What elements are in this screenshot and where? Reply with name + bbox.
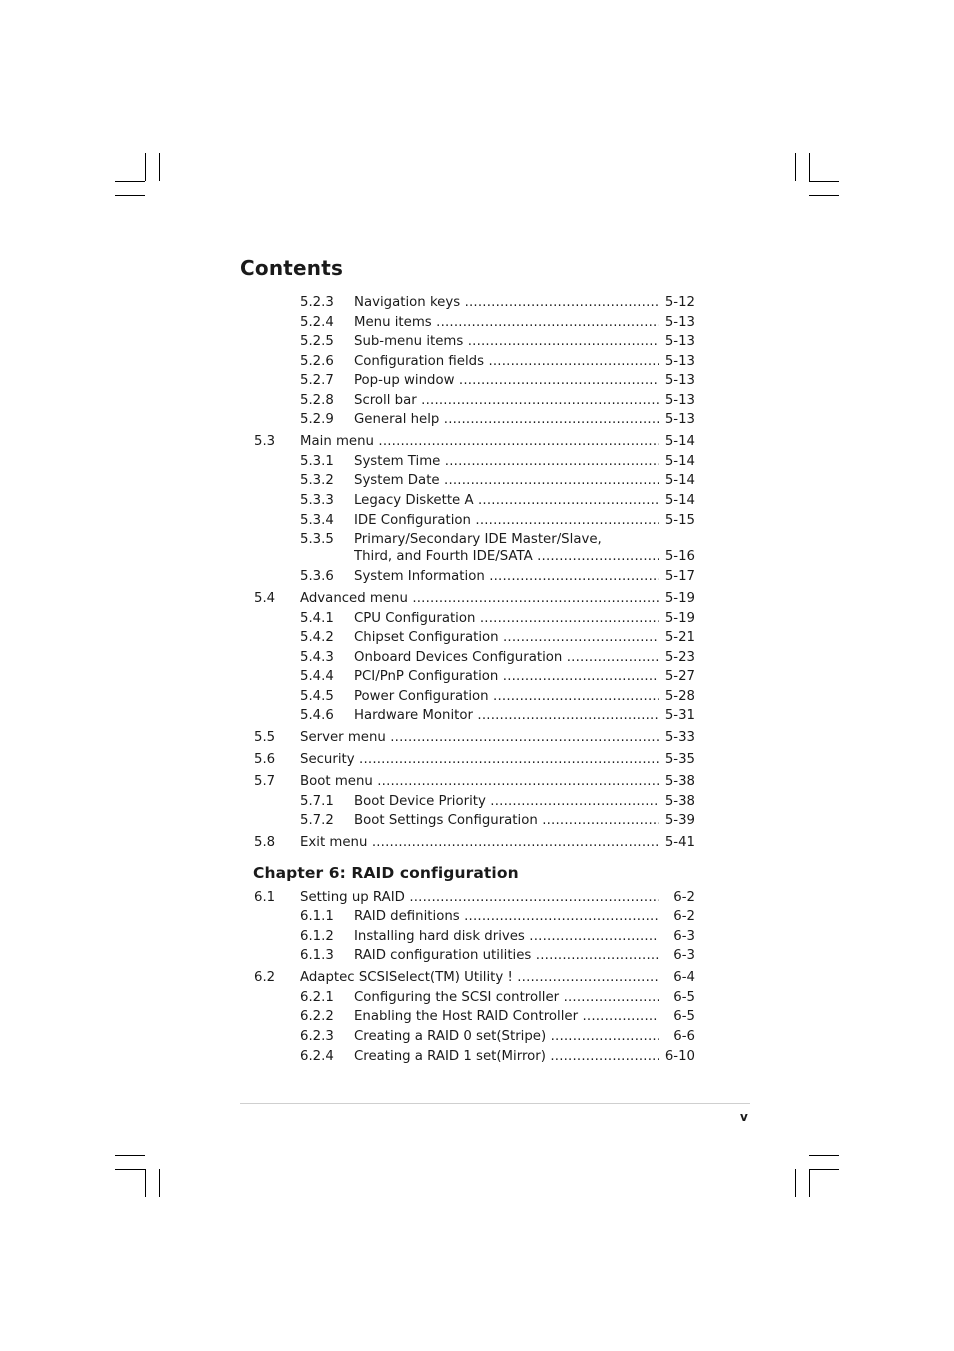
toc-entry-page: 5-14 [664, 434, 695, 449]
toc-entry-number: 5.4.4 [300, 669, 334, 684]
toc-entry-label: Creating a RAID 1 set(Mirror) ..... [354, 1048, 659, 1066]
toc-entry-page: 5-13 [664, 334, 695, 349]
toc-entry[interactable] [254, 590, 695, 608]
page-number: v [740, 1110, 748, 1124]
toc-entry-number: 5.4.1 [300, 611, 334, 626]
toc-entry-number: 6.1 [254, 890, 276, 905]
toc-entry-number: 5.3.5 [300, 532, 334, 547]
toc-entry-label: Adaptec SCSISelect(TM) Utility ! ..... [300, 969, 659, 987]
crop-mark [159, 1169, 160, 1197]
toc-entry[interactable] [300, 947, 695, 965]
toc-entry-page: 5-19 [664, 611, 695, 626]
toc-entry-number: 5.2.6 [300, 354, 334, 369]
toc-entry-page: 5-14 [664, 454, 695, 469]
toc-entry[interactable] [300, 793, 695, 811]
toc-entry-label: Third, and Fourth IDE/SATA ..... [354, 548, 659, 566]
toc-entry-label: Creating a RAID 0 set(Stripe) ..... [354, 1028, 659, 1046]
toc-entry-label: Pop-up window ..... [354, 372, 659, 390]
toc-entry-label: Scroll bar ..... [354, 392, 659, 410]
toc-entry-page: 6-3 [673, 929, 695, 944]
toc-entry-label: IDE Configuration ..... [354, 512, 659, 530]
toc-entry-number: 5.3.2 [300, 473, 334, 488]
toc-entry-page: 5-17 [664, 569, 695, 584]
toc-entry-page: 6-4 [673, 970, 695, 985]
toc-entry-label: Setting up RAID ..... [300, 889, 659, 907]
toc-entry[interactable] [300, 492, 695, 510]
toc-entry-page: 6-2 [673, 909, 695, 924]
toc-entry-label: Exit menu ..... [300, 834, 659, 852]
toc-entry-page: 5-13 [664, 315, 695, 330]
toc-entry[interactable] [300, 512, 695, 530]
toc-entry-number: 6.2.1 [300, 990, 334, 1005]
toc-entry[interactable] [300, 472, 695, 490]
toc-entry[interactable] [300, 314, 695, 332]
toc-entry[interactable] [254, 773, 695, 791]
toc-entry-page: 5-13 [664, 412, 695, 427]
toc-entry-number: 5.2.3 [300, 295, 334, 310]
crop-mark [115, 195, 145, 196]
crop-mark [809, 153, 810, 181]
crop-mark [115, 1169, 145, 1170]
toc-entry-label: Configuring the SCSI controller ..... [354, 989, 659, 1007]
toc-entry-page: 6-5 [673, 1009, 695, 1024]
crop-mark [795, 1169, 796, 1197]
toc-entry-page: 5-27 [664, 669, 695, 684]
toc-entry-page: 5-31 [664, 708, 695, 723]
toc-entry-label: System Information ..... [354, 568, 659, 586]
toc-entry[interactable] [254, 729, 695, 747]
toc-entry-page: 5-21 [664, 630, 695, 645]
toc-entry[interactable] [300, 294, 695, 312]
toc-entry-page: 6-10 [664, 1049, 695, 1064]
toc-entry-page: 5-33 [664, 730, 695, 745]
crop-mark [145, 1169, 146, 1197]
crop-mark [809, 181, 839, 182]
toc-entry-page: 5-14 [664, 473, 695, 488]
toc-entry-page: 5-38 [664, 774, 695, 789]
toc-entry-number: 5.8 [254, 835, 276, 850]
toc-entry[interactable] [254, 889, 695, 907]
toc-entry-number: 6.2.2 [300, 1009, 334, 1024]
toc-entry-number: 5.4.2 [300, 630, 334, 645]
toc-entry[interactable] [254, 834, 695, 852]
toc-entry-label: Hardware Monitor ..... [354, 707, 659, 725]
toc-entry-number: 6.1.2 [300, 929, 334, 944]
toc-entry-number: 5.7.1 [300, 794, 334, 809]
toc-entry-label: Power Configuration ..... [354, 688, 659, 706]
toc-entry[interactable] [254, 969, 695, 987]
toc-entry-number: 5.7.2 [300, 813, 334, 828]
toc-entry-label: General help ..... [354, 411, 659, 429]
crop-mark [159, 153, 160, 181]
toc-entry[interactable] [300, 568, 695, 586]
toc-entry-page: 6-6 [673, 1029, 695, 1044]
toc-entry-label: Boot Settings Configuration ..... [354, 812, 659, 830]
toc-entry[interactable] [300, 610, 695, 628]
toc-entry-label: PCI/PnP Configuration ..... [354, 668, 659, 686]
toc-entry-label: Advanced menu ..... [300, 590, 659, 608]
toc-entry[interactable] [300, 333, 695, 351]
toc-entry[interactable] [300, 453, 695, 471]
toc-entry[interactable] [300, 812, 695, 830]
crop-mark [809, 195, 839, 196]
toc-entry-page: 6-2 [673, 890, 695, 905]
toc-entry-label: Sub-menu items ..... [354, 333, 659, 351]
toc-entry-page: 6-3 [673, 948, 695, 963]
toc-entry-number: 5.4.3 [300, 650, 334, 665]
toc-entry-page: 5-16 [664, 549, 695, 564]
footer-divider [240, 1103, 750, 1104]
toc-entry-page: 5-38 [664, 794, 695, 809]
toc-entry-page: 5-39 [664, 813, 695, 828]
toc-entry[interactable] [300, 989, 695, 1007]
toc-entry-label: Navigation keys ..... [354, 294, 659, 312]
toc-entry-number: 5.4.6 [300, 708, 334, 723]
toc-entry-page: 5-41 [664, 835, 695, 850]
toc-entry-page: 6-5 [673, 990, 695, 1005]
toc-entry[interactable] [300, 668, 695, 686]
toc-entry[interactable] [300, 372, 695, 390]
toc-entry[interactable] [300, 1008, 695, 1026]
toc-entry[interactable] [300, 908, 695, 926]
toc-entry-number: 5.7 [254, 774, 276, 789]
toc-entry-page: 5-15 [664, 513, 695, 528]
toc-entry-label: System Date ..... [354, 472, 659, 490]
toc-entry-page: 5-19 [664, 591, 695, 606]
toc-entry-label: System Time ..... [354, 453, 659, 471]
toc-entry[interactable] [300, 707, 695, 725]
toc-entry-number: 5.5 [254, 730, 276, 745]
chapter-heading[interactable]: Chapter 6: RAID configuration [253, 864, 519, 882]
toc-entry[interactable] [254, 433, 695, 451]
toc-entry-label: Onboard Devices Configuration ..... [354, 649, 659, 667]
toc-entry-number: 5.2.8 [300, 393, 334, 408]
toc-entry[interactable] [254, 751, 695, 769]
toc-entry-label: Main menu ..... [300, 433, 659, 451]
toc-entry-page: 5-13 [664, 354, 695, 369]
toc-entry-label-first-line: Primary/Secondary IDE Master/Slave, [354, 532, 602, 547]
toc-entry-label: CPU Configuration ..... [354, 610, 659, 628]
toc-entry-label: Boot Device Priority ..... [354, 793, 659, 811]
toc-entry-page: 5-14 [664, 493, 695, 508]
toc-entry-number: 5.2.9 [300, 412, 334, 427]
crop-mark [809, 1155, 839, 1156]
toc-entry-number: 5.6 [254, 752, 276, 767]
crop-mark [115, 181, 145, 182]
toc-entry-number: 5.3 [254, 434, 276, 449]
toc-entry-page: 5-13 [664, 393, 695, 408]
toc-entry-number: 5.4.5 [300, 689, 334, 704]
toc-entry-page: 5-12 [664, 295, 695, 310]
page-title: Contents [240, 256, 344, 280]
toc-entry-number: 6.2 [254, 970, 276, 985]
toc-entry-label: Security ..... [300, 751, 659, 769]
toc-entry-number: 6.2.3 [300, 1029, 334, 1044]
crop-mark [809, 1169, 810, 1197]
toc-entry-label: Server menu ..... [300, 729, 659, 747]
crop-mark [145, 153, 146, 181]
toc-entry-number: 5.4 [254, 591, 276, 606]
toc-entry-label: Enabling the Host RAID Controller ..... [354, 1008, 659, 1026]
toc-entry-page: 5-35 [664, 752, 695, 767]
crop-mark [809, 1169, 839, 1170]
toc-entry[interactable] [300, 629, 695, 647]
toc-entry[interactable] [300, 392, 695, 410]
toc-entry[interactable] [300, 928, 695, 946]
toc-entry-page: 5-13 [664, 373, 695, 388]
toc-entry-number: 5.3.6 [300, 569, 334, 584]
toc-entry-label: Installing hard disk drives ..... [354, 928, 659, 946]
toc-entry-page: 5-23 [664, 650, 695, 665]
toc-entry-label: Legacy Diskette A ..... [354, 492, 659, 510]
toc-entry-number: 5.3.4 [300, 513, 334, 528]
toc-entry-number: 5.3.3 [300, 493, 334, 508]
toc-entry-number: 5.2.5 [300, 334, 334, 349]
toc-entry-label: Configuration fields ..... [354, 353, 659, 371]
toc-entry[interactable] [300, 411, 695, 429]
toc-entry-number: 6.1.1 [300, 909, 334, 924]
toc-entry-number: 5.3.1 [300, 454, 334, 469]
toc-entry-label: RAID configuration utilities ..... [354, 947, 659, 965]
toc-entry[interactable] [300, 1048, 695, 1066]
toc-entry-label: Chipset Configuration ..... [354, 629, 659, 647]
toc-entry[interactable] [300, 353, 695, 371]
toc-entry-page: 5-28 [664, 689, 695, 704]
toc-entry-number: 6.2.4 [300, 1049, 334, 1064]
toc-entry[interactable] [300, 649, 695, 667]
toc-entry-number: 6.1.3 [300, 948, 334, 963]
crop-mark [115, 1155, 145, 1156]
crop-mark [795, 153, 796, 181]
toc-entry-label: RAID definitions ..... [354, 908, 659, 926]
toc-entry[interactable] [300, 1028, 695, 1046]
toc-entry-label: Menu items ..... [354, 314, 659, 332]
toc-entry[interactable] [300, 688, 695, 706]
toc-entry-label: Boot menu ..... [300, 773, 659, 791]
toc-entry-number: 5.2.4 [300, 315, 334, 330]
toc-entry-number: 5.2.7 [300, 373, 334, 388]
